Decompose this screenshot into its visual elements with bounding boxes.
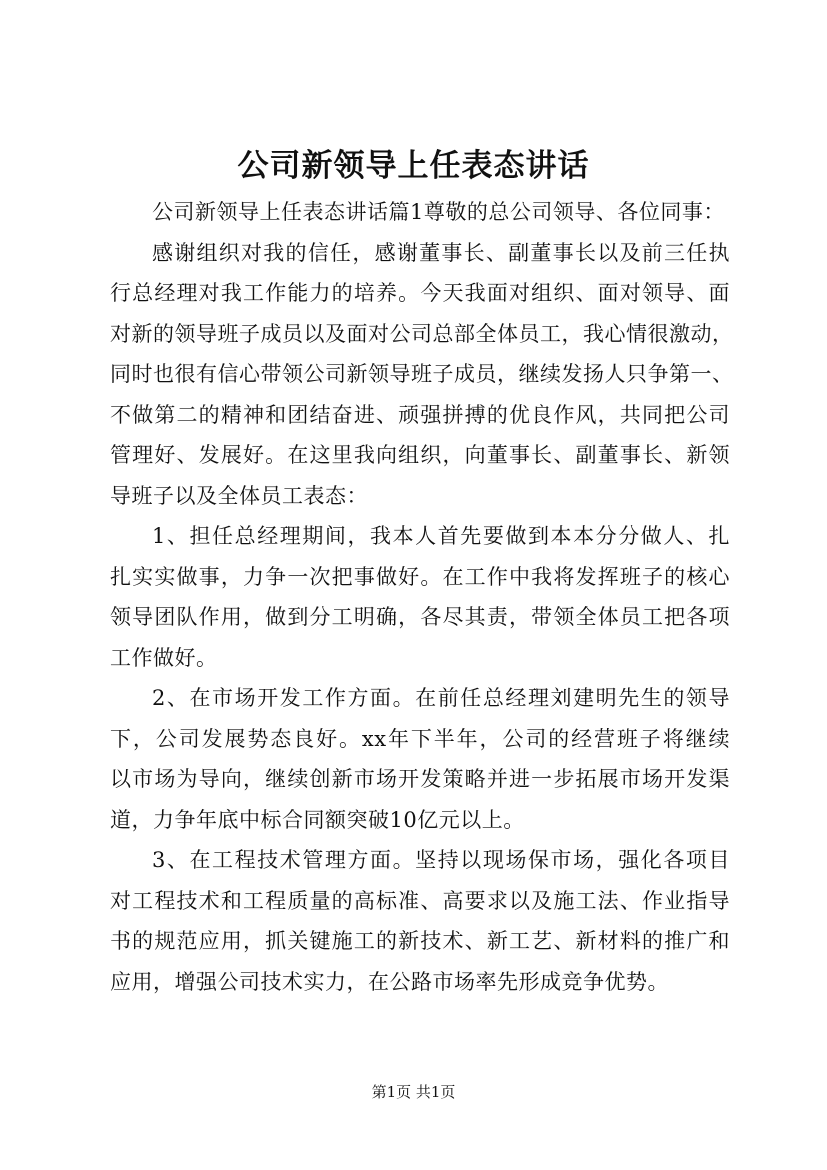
document-body bbox=[110, 192, 734, 1002]
text-line: 行总经理对我工作能力的培养。今天我面对组织、面对领导、面 bbox=[110, 281, 730, 305]
text-line: 道，力争年底中标合同额突破10亿元以上。 bbox=[110, 807, 525, 832]
text-line: 管理好、发展好。在这里我向组织，向董事长、副董事长、新领 bbox=[110, 443, 730, 467]
text-line: 应用，增强公司技术实力，在公路市场率先形成竞争优势。 bbox=[110, 969, 669, 994]
paragraph bbox=[110, 233, 734, 517]
text-line: 对新的领导班子成员以及面对公司总部全体员工，我心情很激动， bbox=[110, 321, 734, 346]
text-line: 感谢组织对我的信任，感谢董事长、副董事长以及前三任执 bbox=[152, 240, 730, 265]
page-number: 第1页 共1页 bbox=[371, 1083, 456, 1101]
text-line: 对工程技术和工程质量的高标准、高要求以及施工法、作业指导 bbox=[110, 888, 730, 913]
text-line: 扎实实做事，力争一次把事做好。在工作中我将发挥班子的核心 bbox=[110, 564, 730, 589]
text-line: 下，公司发展势态良好。xx年下半年，公司的经营班子将继续 bbox=[110, 726, 730, 751]
paragraph bbox=[110, 516, 730, 678]
text-line: 同时也很有信心带领公司新领导班子成员，继续发扬人只争第一、 bbox=[110, 362, 734, 386]
paragraph bbox=[110, 678, 730, 840]
text-line: 2、在市场开发工作方面。在前任总经理刘建明先生的领导 bbox=[152, 686, 730, 710]
text-line: 1、担任总经理期间，我本人首先要做到本本分分做人、扎 bbox=[152, 524, 730, 548]
paragraph bbox=[110, 192, 730, 233]
text-line: 不做第二的精神和团结奋进、顽强拼搏的优良作风，共同把公司 bbox=[110, 402, 730, 427]
text-line: 公司新领导上任表态讲话篇1尊敬的总公司领导、各位同事： bbox=[152, 200, 725, 224]
text-line: 以市场为导向，继续创新市场开发策略并进一步拓展市场开发渠 bbox=[110, 767, 730, 791]
document-title: 公司新领导上任表态讲话 bbox=[237, 148, 590, 184]
text-line: 导班子以及全体员工表态： bbox=[110, 483, 368, 508]
text-line: 领导团队作用，做到分工明确，各尽其责，带领全体员工把各项 bbox=[110, 605, 730, 629]
text-line: 3、在工程技术管理方面。坚持以现场保市场，强化各项目 bbox=[152, 848, 730, 872]
text-line: 书的规范应用，抓关键施工的新技术、新工艺、新材料的推广和 bbox=[110, 929, 730, 953]
text-line: 工作做好。 bbox=[110, 645, 218, 670]
paragraph bbox=[110, 840, 730, 1002]
